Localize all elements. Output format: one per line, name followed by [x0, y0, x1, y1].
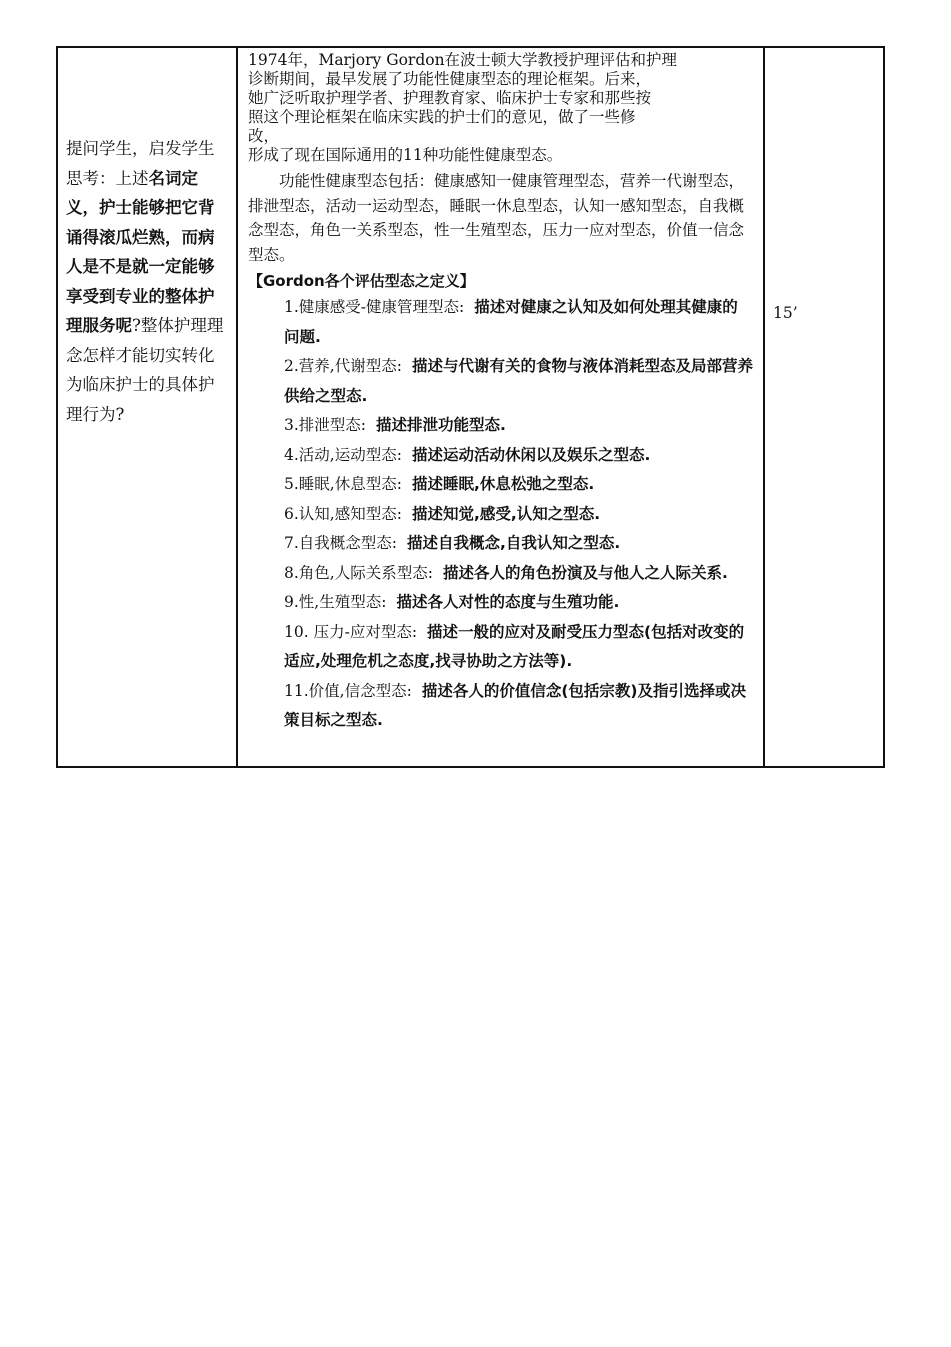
pattern-item	[248, 559, 753, 589]
summary-paragraph: 功能性健康型态包括：健康感知一健康管理型态，营养一代谢型态，排泄型态，活动一运动型态，睡眠一休息型态，认知一感知型态，自我概念型态，角色一关系型态，性一生殖型态，压力一应对型态，价值一信念型态。	[248, 172, 745, 264]
pattern-label: 4.活动,运动型态:	[284, 445, 402, 464]
time-allocation: 15’	[773, 304, 798, 322]
pattern-label: 3.排泄型态:	[284, 416, 367, 434]
pattern-label: 7.自我概念型态:	[284, 534, 398, 552]
intro-line: 改，	[248, 127, 280, 145]
pattern-label: 10. 压力-应对型态:	[284, 622, 418, 641]
pattern-description: 描述与代谢有关的食物与液体消耗型态及局部营养供给之型态.	[284, 357, 753, 405]
pattern-item	[248, 500, 753, 530]
pattern-label: 1.健康感受-健康管理型态:	[284, 298, 465, 316]
pattern-item	[248, 441, 753, 471]
intro-line: 照这个理论框架在临床实践的护士们的意见，做了一些修	[248, 108, 636, 126]
intro-line: 她广泛听取护理学者、护理教育家、临床护士专家和那些按	[248, 89, 652, 107]
pattern-label: 6.认知,感知型态:	[284, 504, 402, 523]
pattern-label: 2.营养,代谢型态:	[284, 357, 402, 375]
pattern-item	[248, 588, 753, 618]
pattern-description: 描述知觉,感受,认知之型态.	[411, 504, 601, 523]
pattern-description: 描述各人的价值信念(包括宗教)及指引选择或决策目标之型态.	[284, 681, 746, 729]
content-wrap	[238, 48, 763, 766]
pattern-description: 描述睡眠,休息松弛之型态.	[411, 475, 595, 493]
intro-line: 形成了现在国际通用的11种功能性健康型态。	[248, 146, 563, 164]
prompt-text-3: ?整体护理理念怎样才能切实转化为临床护士的具体护理行为?	[66, 316, 224, 424]
intro-line: 诊断期间，最早发展了功能性健康型态的理论框架。后来，	[248, 70, 652, 88]
pattern-item	[248, 529, 753, 559]
pattern-item	[248, 677, 753, 736]
pattern-description: 描述运动活动休闲以及娱乐之型态.	[411, 445, 651, 464]
pattern-description: 描述各人的角色扮演及与他人之人际关系.	[442, 563, 728, 582]
pattern-label: 8.角色,人际关系型态:	[284, 563, 433, 582]
pattern-item	[248, 618, 753, 677]
pattern-description: 描述自我概念,自我认知之型态.	[407, 534, 621, 552]
pattern-description: 描述排泄功能型态.	[376, 416, 506, 434]
intro-line: 1974年，Marjory Gordon在波士顿大学教授护理评估和护理	[248, 51, 678, 69]
prompt-text-bold: 名词定义，护士能够把它背诵得滚瓜烂熟，而病人是不是就一定能够享受到专业的整体护理服务呢	[66, 168, 215, 335]
pattern-label: 9.性,生殖型态:	[284, 593, 387, 611]
lesson-plan-table	[56, 46, 885, 768]
teaching-prompt	[58, 48, 236, 429]
teaching-method-cell	[57, 47, 237, 767]
pattern-label: 5.睡眠,休息型态:	[284, 475, 402, 493]
intro-paragraph	[248, 51, 753, 165]
table-row	[57, 47, 884, 767]
content-cell	[237, 47, 764, 767]
pattern-label: 11.价值,信念型态:	[284, 681, 412, 700]
pattern-item	[248, 470, 753, 500]
time-cell	[764, 47, 884, 767]
pattern-item	[248, 293, 753, 352]
pattern-description: 描述对健康之认知及如何处理其健康的问题.	[284, 298, 738, 346]
pattern-description: 描述各人对性的态度与生殖功能.	[396, 593, 620, 611]
pattern-item	[248, 411, 753, 441]
pattern-list	[248, 293, 753, 736]
gordon-section-title: 【Gordon各个评估型态之定义】	[248, 272, 475, 290]
pattern-item	[248, 352, 753, 411]
pattern-description: 描述一般的应对及耐受压力型态(包括对改变的适应,处理危机之态度,找寻协助之方法等).	[284, 622, 745, 670]
prompt-text-1: 提问学生，启发学生思考：上述	[66, 139, 215, 188]
